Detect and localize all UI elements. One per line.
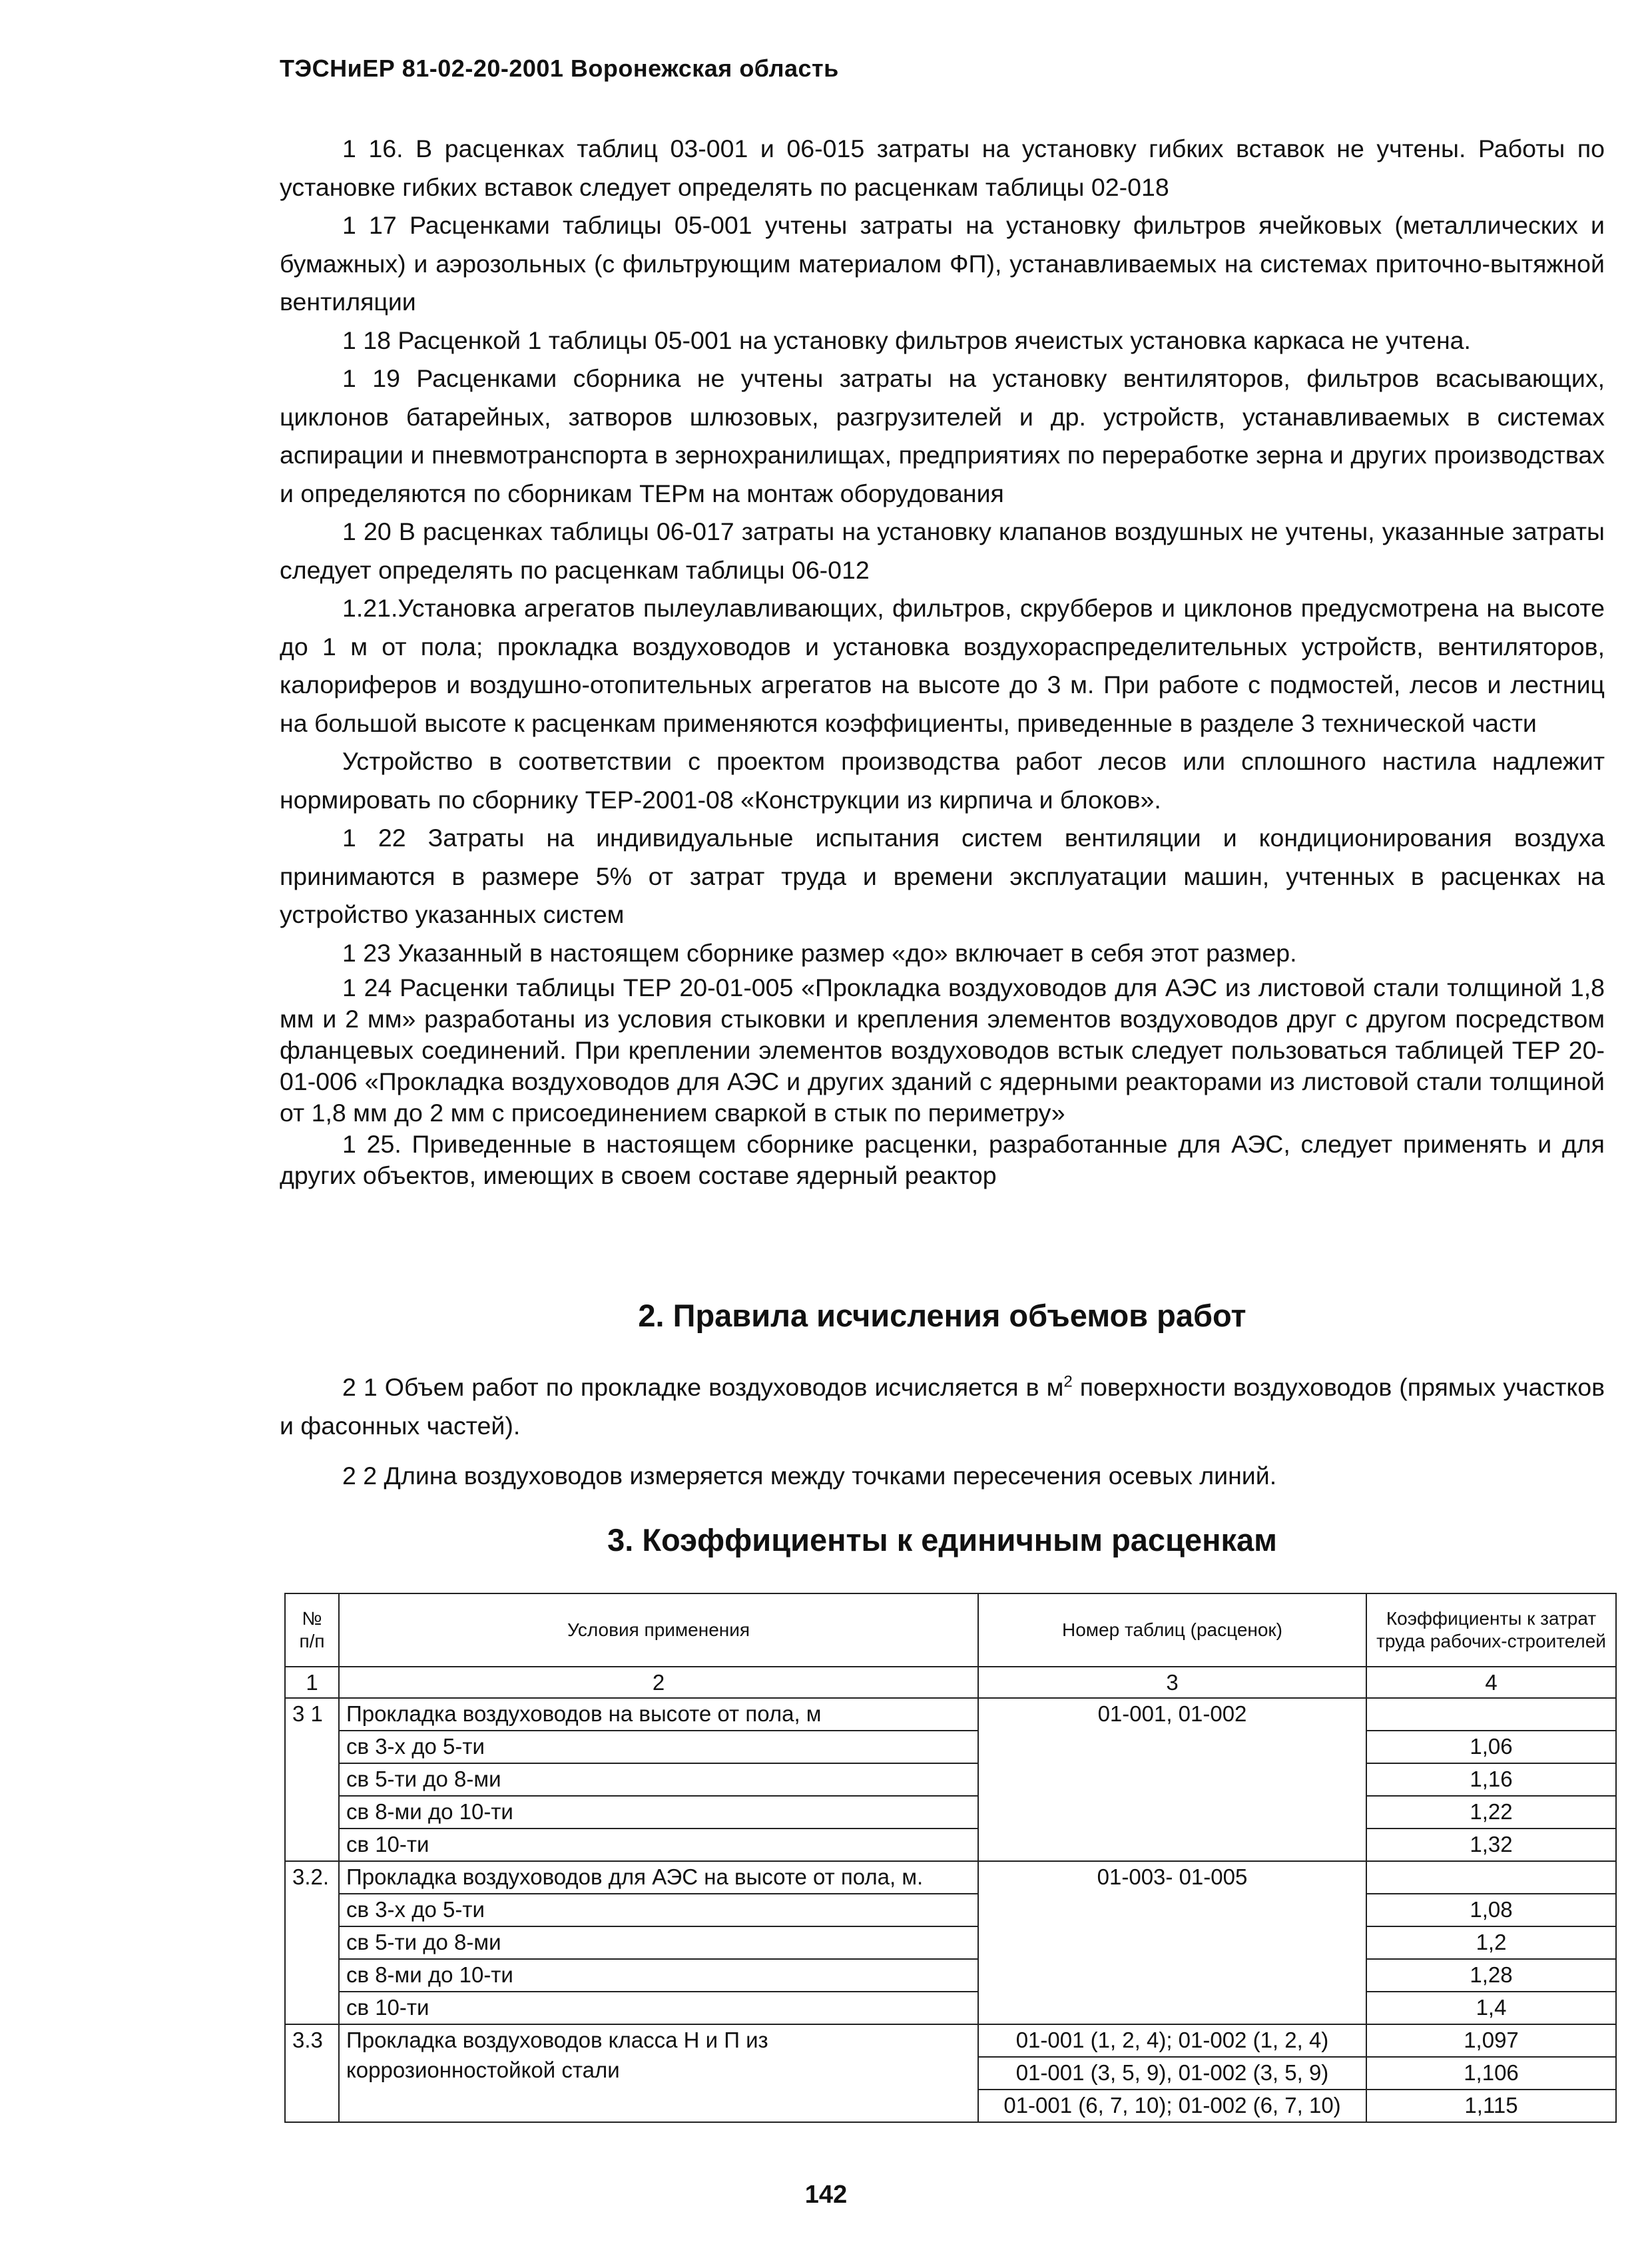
row-condition: св 5-ти до 8-ми [339, 1926, 978, 1959]
table-header-row [285, 1593, 1616, 1667]
row-coef: 1,097 [1366, 2024, 1616, 2057]
row-coef: 1,08 [1366, 1894, 1616, 1926]
table-row [285, 2024, 1616, 2057]
document-header: ТЭСНиЕР 81-02-20-2001 Воронежская область [280, 55, 839, 82]
section-3-title: 3. Коэффициенты к единичным расценкам [607, 1522, 1277, 1557]
paragraph-2-1 [280, 1368, 1605, 1445]
table-row [285, 1894, 1616, 1926]
row-condition: св 3-х до 5-ти [339, 1894, 978, 1926]
paragraph-1-16: 1 16. В расценках таблиц 03-001 и 06-015 затраты на установку гибких вставок не учтены. Работы по установке гибких вставок следует определять по расценкам таблицы 02-018 [280, 135, 1605, 201]
row-coef: 1,28 [1366, 1959, 1616, 1992]
section-2-title: 2. Правила исчисления объемов работ [638, 1298, 1246, 1333]
paragraph-1-25: 1 25. Приведенные в настоящем сборнике расценки, разработанные для АЭС, следует применять и для других объектов, имеющих в своем составе ядерный реактор [280, 1130, 1605, 1189]
row-tables: 01-001 (1, 2, 4); 01-002 (1, 2, 4) [978, 2024, 1366, 2057]
row-coef: 1,06 [1366, 1731, 1616, 1763]
paragraph-1-20: 1 20 В расценках таблицы 06-017 затраты на установку клапанов воздушных не учтены, указанные затраты следует определять по расценкам таблицы 06-012 [280, 517, 1605, 584]
coefficients-table [284, 1593, 1617, 2123]
row-coef: 1,16 [1366, 1763, 1616, 1796]
row-condition: Прокладка воздуховодов класса Н и П из коррозионностойкой стали [339, 2024, 978, 2122]
row-tables: 01-001, 01-002 [978, 1698, 1366, 1861]
table-row [285, 1959, 1616, 1992]
row-condition: св 10-ти [339, 1992, 978, 2024]
row-coef-empty [1366, 1861, 1616, 1894]
row-condition: Прокладка воздуховодов для АЭС на высоте от пола, м. [339, 1861, 978, 1894]
paragraph-2-2: 2 2 Длина воздуховодов измеряется между точками пересечения осевых линий. [342, 1462, 1277, 1490]
table-row [285, 1861, 1616, 1894]
section-2-text [280, 1368, 1605, 1510]
row-condition: св 8-ми до 10-ти [339, 1959, 978, 1992]
column-number: 4 [1366, 1667, 1616, 1698]
table-row [285, 1926, 1616, 1959]
paragraph-1-21: 1.21.Установка агрегатов пылеулавливающих, фильтров, скрубберов и циклонов предусмотрена на высоте до 1 м от пола; прокладка воздуховодов и установка воздухораспределительных устройств, вентиляторов, калориферов и воздушно-отопительных агрегатов на высоте до 3 м. При работе с подмостей, лесов и лестниц на большой высоте к расценкам применяются коэффициенты, приведенные в разделе 3 технической части [280, 594, 1605, 737]
paragraph-1-17: 1 17 Расценками таблицы 05-001 учтены затраты на установку фильтров ячейковых (металлических и бумажных) и аэрозольных (с фильтрующим материалом ФП), устанавливаемых на системах приточно-вытяжной вентиляции [280, 211, 1605, 316]
row-condition: св 5-ти до 8-ми [339, 1763, 978, 1796]
row-condition: св 10-ти [339, 1829, 978, 1861]
row-condition: св 8-ми до 10-ти [339, 1796, 978, 1829]
row-condition: св 3-х до 5-ти [339, 1731, 978, 1763]
row-coef: 1,4 [1366, 1992, 1616, 2024]
row-tables: 01-001 (3, 5, 9), 01-002 (3, 5, 9) [978, 2057, 1366, 2090]
paragraph-1-23: 1 23 Указанный в настоящем сборнике размер «до» включает в себя этот размер. [342, 938, 1297, 967]
row-coef: 1,115 [1366, 2090, 1616, 2122]
technical-part-text [280, 130, 1605, 1191]
row-num: 3 1 [285, 1698, 339, 1861]
superscript-2: 2 [1063, 1372, 1073, 1391]
row-coef: 1,22 [1366, 1796, 1616, 1829]
page-number: 142 [804, 2181, 848, 2209]
table-row [285, 1763, 1616, 1796]
table-row [285, 1698, 1616, 1731]
column-number: 2 [339, 1667, 978, 1698]
column-numbers-row [285, 1667, 1616, 1698]
row-tables: 01-001 (6, 7, 10); 01-002 (6, 7, 10) [978, 2090, 1366, 2122]
paragraph-1-19: 1 19 Расценками сборника не учтены затраты на установку вентиляторов, фильтров всасывающих, циклонов батарейных, затворов шлюзовых, разгрузителей и др. устройств, устанавливаемых в системах аспирации и пневмотранспорта в зернохранилищах, предприятиях по переработке зерна и других производствах и определяются по сборникам ТЕРм на монтаж оборудования [280, 364, 1605, 507]
row-coef: 1,2 [1366, 1926, 1616, 1959]
row-coef-empty [1366, 1698, 1616, 1731]
paragraph-2-1-text-end: поверхности воздуховодов (прямых участков и фасонных частей). [280, 1373, 1605, 1440]
paragraph-2-1-text: 2 1 Объем работ по прокладке воздуховодов исчисляется в м [342, 1373, 1064, 1401]
row-coef: 1,32 [1366, 1829, 1616, 1861]
row-num: 3.2. [285, 1861, 339, 2024]
table-row [285, 1829, 1616, 1861]
row-num: 3.3 [285, 2024, 339, 2122]
row-coef: 1,106 [1366, 2057, 1616, 2090]
paragraph-1-22: 1 22 Затраты на индивидуальные испытания систем вентиляции и кондиционирования воздуха принимаются в размере 5% от затрат труда и времени эксплуатации машин, учтенных в расценках на устройство указанных систем [280, 824, 1605, 928]
header-coefficients: Коэффициенты к затрат труда рабочих-строителей [1366, 1593, 1616, 1667]
row-condition: Прокладка воздуховодов на высоте от пола, м [339, 1698, 978, 1731]
paragraph-1-18: 1 18 Расценкой 1 таблицы 05-001 на установку фильтров ячеистых установка каркаса не учтена. [342, 326, 1471, 354]
header-conditions: Условия применения [339, 1593, 978, 1667]
column-number: 1 [285, 1667, 339, 1698]
table-row [285, 1796, 1616, 1829]
paragraph-1-21-note: Устройство в соответствии с проектом производства работ лесов или сплошного настила надлежит нормировать по сборнику ТЕР-2001-08 «Конструкции из кирпича и блоков». [280, 747, 1605, 814]
paragraph-1-24: 1 24 Расценки таблицы ТЕР 20-01-005 «Прокладка воздуховодов для АЭС из листовой стали толщиной 1,8 мм и 2 мм» разработаны из условия стыковки и крепления элементов воздуховодов друг с другом посредством фланцевых соединений. При креплении элементов воздуховодов встык следует пользоваться таблицей ТЕР 20-01-006 «Прокладка воздуховодов для АЭС и других зданий с ядерными реакторами из листовой стали толщиной от 1,8 мм до 2 мм с присоединением сваркой в стык по периметру» [280, 974, 1605, 1127]
column-number: 3 [978, 1667, 1366, 1698]
table-row [285, 1992, 1616, 2024]
table-row [285, 1731, 1616, 1763]
header-table-number: Номер таблиц (расценок) [978, 1593, 1366, 1667]
header-num: № п/п [285, 1593, 339, 1667]
row-tables: 01-003- 01-005 [978, 1861, 1366, 2024]
